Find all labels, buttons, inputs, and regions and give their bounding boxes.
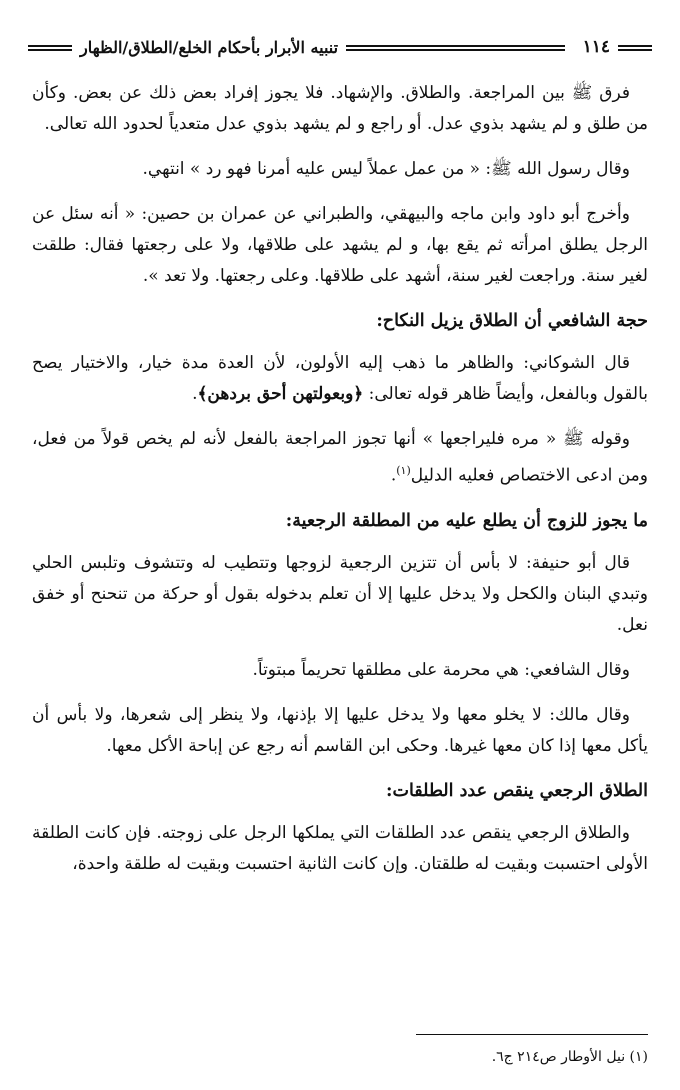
paragraph-text: وقوله ﷺ « مره فليراجعها » أنها تجوز المراجعة بالفعل لأنه لم يخص قولاً من فعل، ومن ادعى الاختصاص فعليه الدليل xyxy=(32,429,648,486)
quran-verse: ﴿وبعولتهن أحق بردهن﴾ xyxy=(197,384,364,404)
running-header xyxy=(28,32,652,62)
paragraph-end: . xyxy=(192,384,198,404)
paragraph: وقال مالك: لا يخلو معها ولا يدخل عليها إلا بإذنها، ولا ينظر إلى شعرها، ولا بأس أن يأكل معها إذا كان معها غيرها. وحكى ابن القاسم أنه رجع عن إباحة الأكل معها. xyxy=(32,704,648,756)
paragraph xyxy=(32,424,648,492)
header-rule-right xyxy=(618,45,652,51)
header-rule-middle xyxy=(346,45,565,51)
paragraph: وقال الشافعي: هي محرمة على مطلقها تحريماً مبتوتاً. xyxy=(252,659,630,680)
section-heading: حجة الشافعي أن الطلاق يزيل النكاح: xyxy=(376,311,648,331)
paragraph xyxy=(32,348,648,410)
page-body xyxy=(32,78,648,894)
section-heading: الطلاق الرجعي ينقص عدد الطلقات: xyxy=(386,780,648,801)
paragraph: قال أبو حنيفة: لا بأس أن تتزين الرجعية لزوجها وتتطيب له وتتشوف وتلبس الحلي وتبدي البنان والكحل ولا يدخل عليها إلا أن تعلم بدخوله بقول أو حركة من تنحنح أو خفق نعل. xyxy=(32,552,648,635)
paragraph: فرق ﷺ بين المراجعة. والطلاق. والإشهاد. فلا يجوز إفراد بعض ذلك عن بعض. وكأن من طلق و لم يشهد بذوي عدل. أو راجع و لم يشهد بذوي عدل متعدياً لحدود الله تعالى. xyxy=(32,83,648,134)
paragraph-text: قال الشوكاني: والظاهر ما ذهب إليه الأولون، لأن العدة مدة خيار، والاختيار يصح بالقول وبالفعل، وأيضاً ظاهر قوله تعالى: xyxy=(32,353,648,404)
running-title: تنبيه الأبرار بأحكام الخلع/الطلاق/الظهار xyxy=(80,37,339,57)
header-rule-left xyxy=(28,45,72,51)
paragraph-end: . xyxy=(390,465,397,486)
paragraph: وأخرج أبو داود وابن ماجه والبيهقي، والطبراني عن عمران بن حصين: « أنه سئل عن الرجل يطلق امرأته ثم يقع بها، و لم يشهد على طلاقها، ولا على رجعتها فقال: طلقت لغير سنة. وراجعت لغير سنة، أشهد على طلاقها. وعلى رجعتها. ولا تعد ». xyxy=(32,204,648,286)
paragraph: وقال رسول الله ﷺ: « من عمل عملاً ليس عليه أمرنا فهو رد » انتهي. xyxy=(142,159,630,179)
section-heading: ما يجوز للزوج أن يطلع عليه من المطلقة الرجعية: xyxy=(285,510,648,531)
footnote-marker[interactable]: (١) xyxy=(396,464,411,477)
footnote-divider xyxy=(416,1034,648,1035)
paragraph: والطلاق الرجعي ينقص عدد الطلقات التي يملكها الرجل على زوجته. فإن كانت الطلقة الأولى احتسبت وبقيت له طلقتان. وإن كانت الثانية احتسبت وبقيت له طلقة واحدة، xyxy=(32,822,648,874)
page-number: ١١٤ xyxy=(582,37,610,57)
footnote: (١) نيل الأوطار ص٢١٤ ج٦. xyxy=(491,1049,648,1065)
